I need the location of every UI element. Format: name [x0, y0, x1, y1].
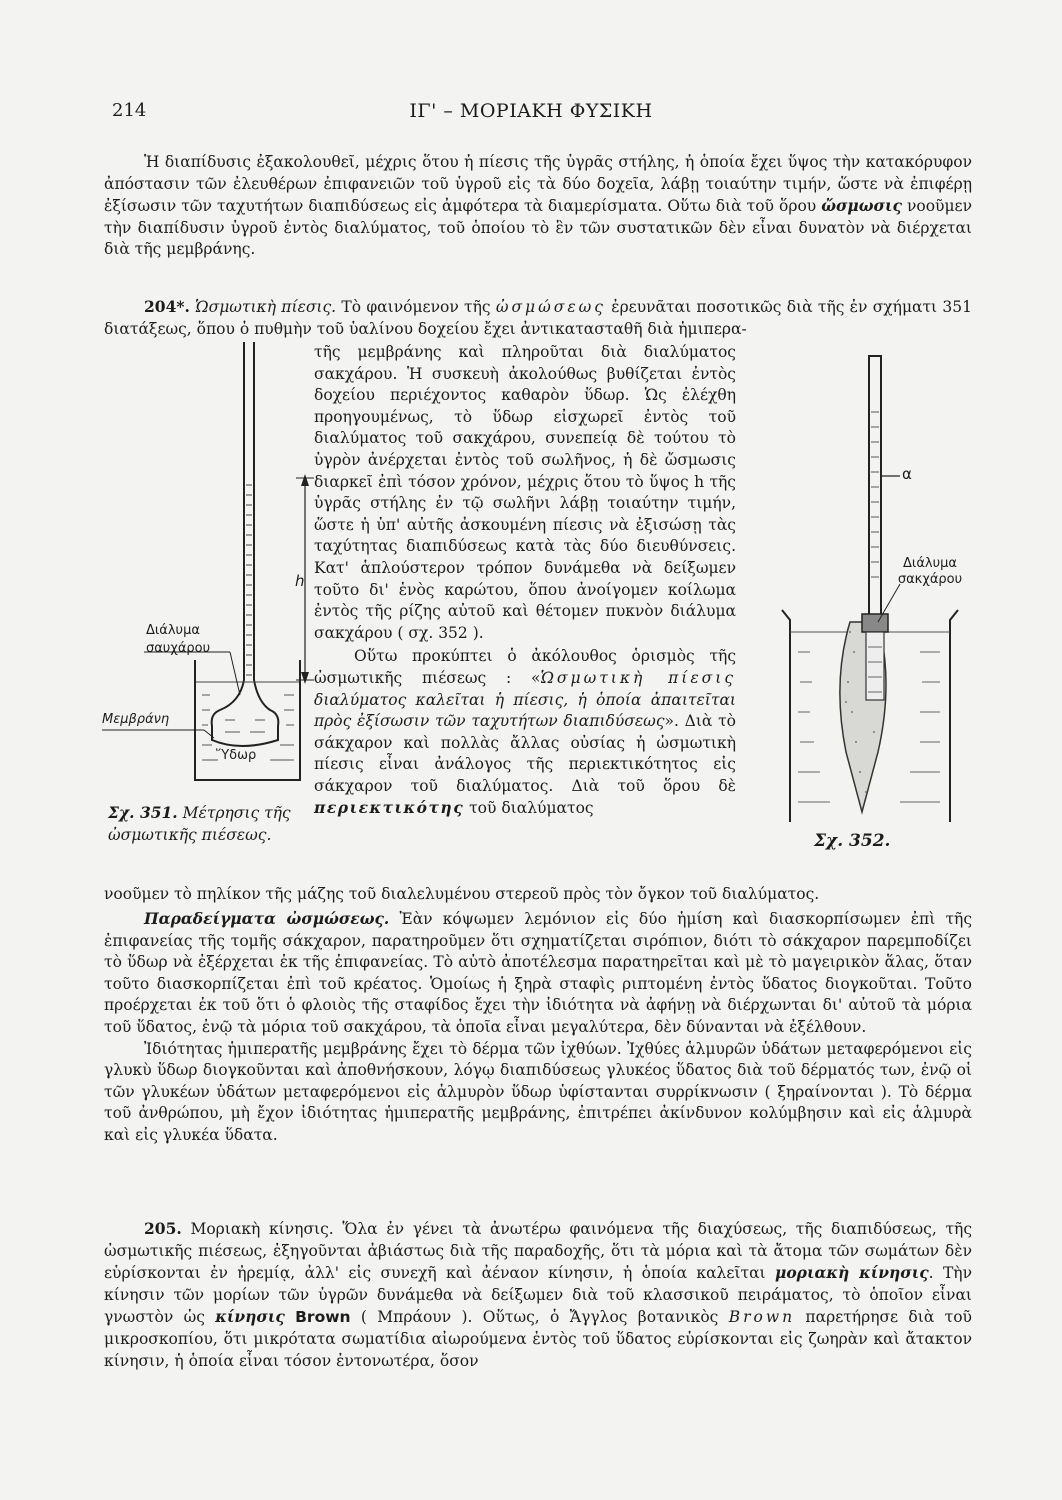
label-solution-352: Διάλυμα σακχάρου: [897, 556, 963, 587]
section-205-title: Μοριακὴ κίνησις.: [190, 1220, 334, 1238]
label-solution-351: Διάλυμα σαυχάρου: [146, 623, 211, 656]
label-water: Ὕδωρ: [216, 748, 257, 763]
examples-text: Ἐὰν κόψωμεν λεμόνιον εἰς δύο ἡμίση καὶ διασκορπίσωμεν ἐπὶ τῆς ἐπιφανείας τῆς τομῆς σάκχαρον, παρατηροῦμεν ὅτι σχηματίζεται σιρόπιον, διότι τὸ σάκχαρον παρεμποδίζει τὸ ὕδωρ νὰ ἐξέρχεται ἐκ τῆς ἐπιφανείας. Τὸ αὐτὸ ἀποτέλεσμα παρατηρεῖται καὶ μὲ τὸ μαγειρικὸν ἅλας, ὅταν τοῦτο διασκορπίζεται ἐπὶ τοῦ κρέατος. Ὁμοίως ἡ ξηρὰ σταφὶς ριπτομένη ἐντὸς ὕδατος διογκοῦται. Τοῦτο προέρχεται ἐκ τοῦ ὅτι ὁ φλοιὸς τῆς σταφίδος ἔχει τὴν ἰδιότητα νὰ ἀφήνῃ νὰ διέρχωνται δι' αὐτοῦ τὰ μόρια τοῦ ὕδατος, ἐνῷ τὰ μόρια τοῦ σακχάρου, τὰ ὁποῖα εἶναι μεγαλύτερα, δὲν δύνανται νὰ ἐξέλθουν.: [104, 910, 972, 1036]
concentration-definition: νοοῦμεν τὸ πηλίκον τῆς μάζης τοῦ διαλελυμένου στερεοῦ πρὸς τὸν ὄγκον τοῦ διαλύματος.: [104, 885, 820, 903]
label-membrane: Μεμβράνη: [102, 712, 170, 727]
term-osmosis: ὤσμωσις: [821, 196, 902, 216]
section-204-line1-rest: ἐρευνᾶται ποσοτικῶς διὰ τῆς ἐν: [611, 298, 868, 316]
caption-352: Σχ. 352.: [814, 831, 891, 851]
definition-close: ». Διὰ τὸ σάκχαρον καὶ πολλὰς ἄλλας οὐσίας ἡ ὠσμωτικὴ πίεσις εἶναι ἀνάλογος τῆς περιεκτικότητος εἰς σάκχαρον τοῦ διαλύματος. Διὰ τοῦ ὅρου δὲ: [314, 712, 736, 795]
section-205-text2: . Τὴν κίνησιν τῶν μορίων τῶν ὑγρῶν δυνάμεθα νὰ δείξωμεν διὰ τοῦ κλασσικοῦ πειράματος, τὸ ὁποῖον εἶναι γνωστὸν ὡς: [104, 1264, 972, 1327]
section-205: [104, 1218, 972, 1372]
caption-351-text: Μέτρησις τῆς ὠσμωτικῆς πιέσεως.: [108, 804, 291, 844]
term-molecular-motion: μοριακὴ κίνησις: [774, 1263, 929, 1283]
caption-351: [108, 802, 308, 846]
section-205-text: Ὅλα ἐν γένει τὰ ἀνωτέρω φαινόμενα τῆς διαχύσεως, τῆς διαπιδύσεως, τῆς ὠσμωτικῆς πιέσεως, ἐξηγοῦνται ἀβιάστως διὰ τῆς παραδοχῆς, ὅτι τὰ μόρια καὶ τὰ ἄτομα τῶν σωμάτων δὲν εὑρίσκονται ἐν ἠρεμίᾳ, ἀλλ' εἰς συνεχῆ καὶ ἀέναον κίνησιν, ἡ ὁποία καλεῖται: [104, 1220, 972, 1283]
definition-spaced: Ὡσμωτικὴ πίεσις: [540, 668, 736, 687]
section-205-number: 205.: [144, 1219, 182, 1238]
definition-italic: διαλύματος καλεῖται ἡ πίεσις, ἡ ὁποία ἀπαιτεῖται πρὸς ἐξίσωσιν τῶν ταχυτήτων διαπιδύσεως: [314, 690, 736, 731]
section-204-line2: σχήματι 351 διατάξεως, ὅπου ὁ πυθμὴν τοῦ ὑαλίνου δοχείου ἔχει ἀντικατασταθῆ διὰ ἡμιπερα-: [104, 298, 972, 338]
definition-end: τοῦ διαλύματος: [469, 799, 594, 818]
section-204-body: [314, 342, 736, 820]
section-204-intro: [104, 296, 972, 340]
para1-text: Ἡ διαπίδυσις ἐξακολουθεῖ, μέχρις ὅτου ἡ πίεσις τῆς ὑγρᾶς στήλης, ἡ ὁποία ἔχει ὕψος τὴν κατακόρυφον ἀπόστασιν τῶν ἐλευθέρων ἐπιφανειῶν τοῦ ὑγροῦ εἰς τὰ δύο δοχεῖα, λάβῃ τοιαύτην τιμήν, ὥστε νὰ ἐπιφέρῃ ἐξίσωσιν τῶν ταχυτήτων διαπιδύσεως εἰς ἀμφότερα τὰ διαμερίσματα. Οὕτω διὰ τοῦ ὅρου: [104, 153, 972, 216]
section-204-lead: Τὸ φαινόμενον τῆς: [341, 298, 491, 316]
section-205-text3: ( Μπράουν ). Οὕτως, ὁ Ἄγγλος βοτανικὸς: [360, 1308, 719, 1327]
section-204-title: Ὡσμωτικὴ πίεσις.: [195, 298, 337, 316]
para1-text2: νοοῦμεν τὴν διαπίδυσιν ὑγροῦ ἐντὸς διαλύματος, τοῦ ὁποίου τὸ ἓν τῶν συστατικῶν δὲν εἶναι δυνατὸν νὰ διέρχεται διὰ τῆς μεμβράνης.: [104, 197, 972, 259]
section-204-full-line: [104, 884, 972, 906]
label-h: h: [295, 572, 305, 590]
definition-intro: Οὕτω προκύπτει ὁ ἀκόλουθος ὁρισμὸς τῆς ὠσμωτικῆς πιέσεως : «: [314, 647, 736, 687]
paragraph-examples: [104, 908, 972, 1147]
examples-title: Παραδείγματα ὠσμώσεως.: [144, 909, 390, 928]
section-204-body-text: τῆς μεμβράνης καὶ πληροῦται διὰ διαλύματος σακχάρου. Ἡ συσκευὴ ἀκολούθως βυθίζεται ἐντὸς δοχείου περιέχοντος καθαρὸν ὕδωρ. Ὡς ἐλέχθη προηγουμένως, τὸ ὕδωρ εἰσχωρεῖ ἐντὸς τοῦ διαλύματος τοῦ σακχάρου, συνεπείᾳ δὲ τούτου τὸ ὑγρὸν ἀνέρχεται ἐντὸς τοῦ σωλῆνος, ἡ δὲ ὤσμωσις διαρκεῖ ἐπὶ τόσον χρόνον, μέχρις ὅτου τὸ ὕψος h τῆς ὑγρᾶς στήλης ἐν τῷ σωλῆνι λάβῃ τοιαύτην τιμήν, ὥστε ἡ ὑπ' αὐτῆς ἀσκουμένη πίεσις νὰ ἐξισώσῃ τὰς ταχύτητας διαπιδύσεως κατὰ τὰς δύο διευθύνσεις. Κατ' ἁπλούστερον τρόπον δυνάμεθα νὰ δείξωμεν τοῦτο δι' ἑνὸς καρώτου, ὅπου ἀνοίγομεν κοίλωμα ἐντὸς τῆς ρίζης αὐτοῦ καὶ θέτομεν πυκνὸν διάλυμα σακχάρου ( σχ. 352 ).: [314, 343, 736, 642]
term-concentration: περιεκτικότης: [314, 798, 465, 818]
section-204-spaced: ὠσμώσεως: [495, 298, 606, 316]
label-alpha: α: [902, 465, 912, 483]
brown-spaced: Brown: [728, 1308, 796, 1327]
paragraph-diffusion: [104, 152, 972, 261]
running-title: ΙΓ' – ΜΟΡΙΑΚΗ ΦΥΣΙΚΗ: [409, 100, 653, 122]
caption-351-number: Σχ. 351.: [108, 803, 178, 822]
page-number: 214: [112, 100, 147, 121]
figure-351: [100, 340, 320, 860]
figure-352: [770, 352, 970, 862]
term-brown: Brown: [295, 1308, 351, 1327]
section-205-text4: παρετήρησε διὰ τοῦ μικροσκοπίου, ὅτι μικρότατα σωματίδια αἰωρούμενα ἐντὸς τοῦ ὕδατος εὑρίσκονται εἰς ζωηρὰν καὶ ἄτακτον κίνησιν, ἡ ὁποία εἶναι τόσον ἐντονωτέρα, ὅσον: [104, 1308, 972, 1370]
examples-text2: Ἰδιότητας ἡμιπερατῆς μεμβράνης ἔχει τὸ δέρμα τῶν ἰχθύων. Ἰχθύες ἁλμυρῶν ὑδάτων μεταφερόμενοι εἰς γλυκὺ ὕδωρ διογκοῦνται καὶ ἀποθνήσκουν, λόγῳ διαπιδύσεως γλυκέος ὕδατος διὰ τοῦ δέρματός των, ἐνῷ οἱ τῶν γλυκέων ὑδάτων μεταφερόμενοι εἰς ἁλμυρὸν ὕδωρ ὑφίστανται συρρίκνωσιν ( ξηραίνονται ). Τὸ δέρμα τοῦ ἀνθρώπου, μὴ ἔχον ἰδιότητας ἡμιπερατῆς μεμβράνης, ἐπιτρέπει ἀκίνδυνον κολύμβησιν καὶ εἰς ἁλμυρὰ καὶ εἰς γλυκέα ὕδατα.: [104, 1039, 972, 1144]
figure-351-drawing: [100, 340, 320, 860]
section-204-number: 204*.: [144, 297, 190, 316]
term-motion: κίνησις: [215, 1307, 285, 1327]
